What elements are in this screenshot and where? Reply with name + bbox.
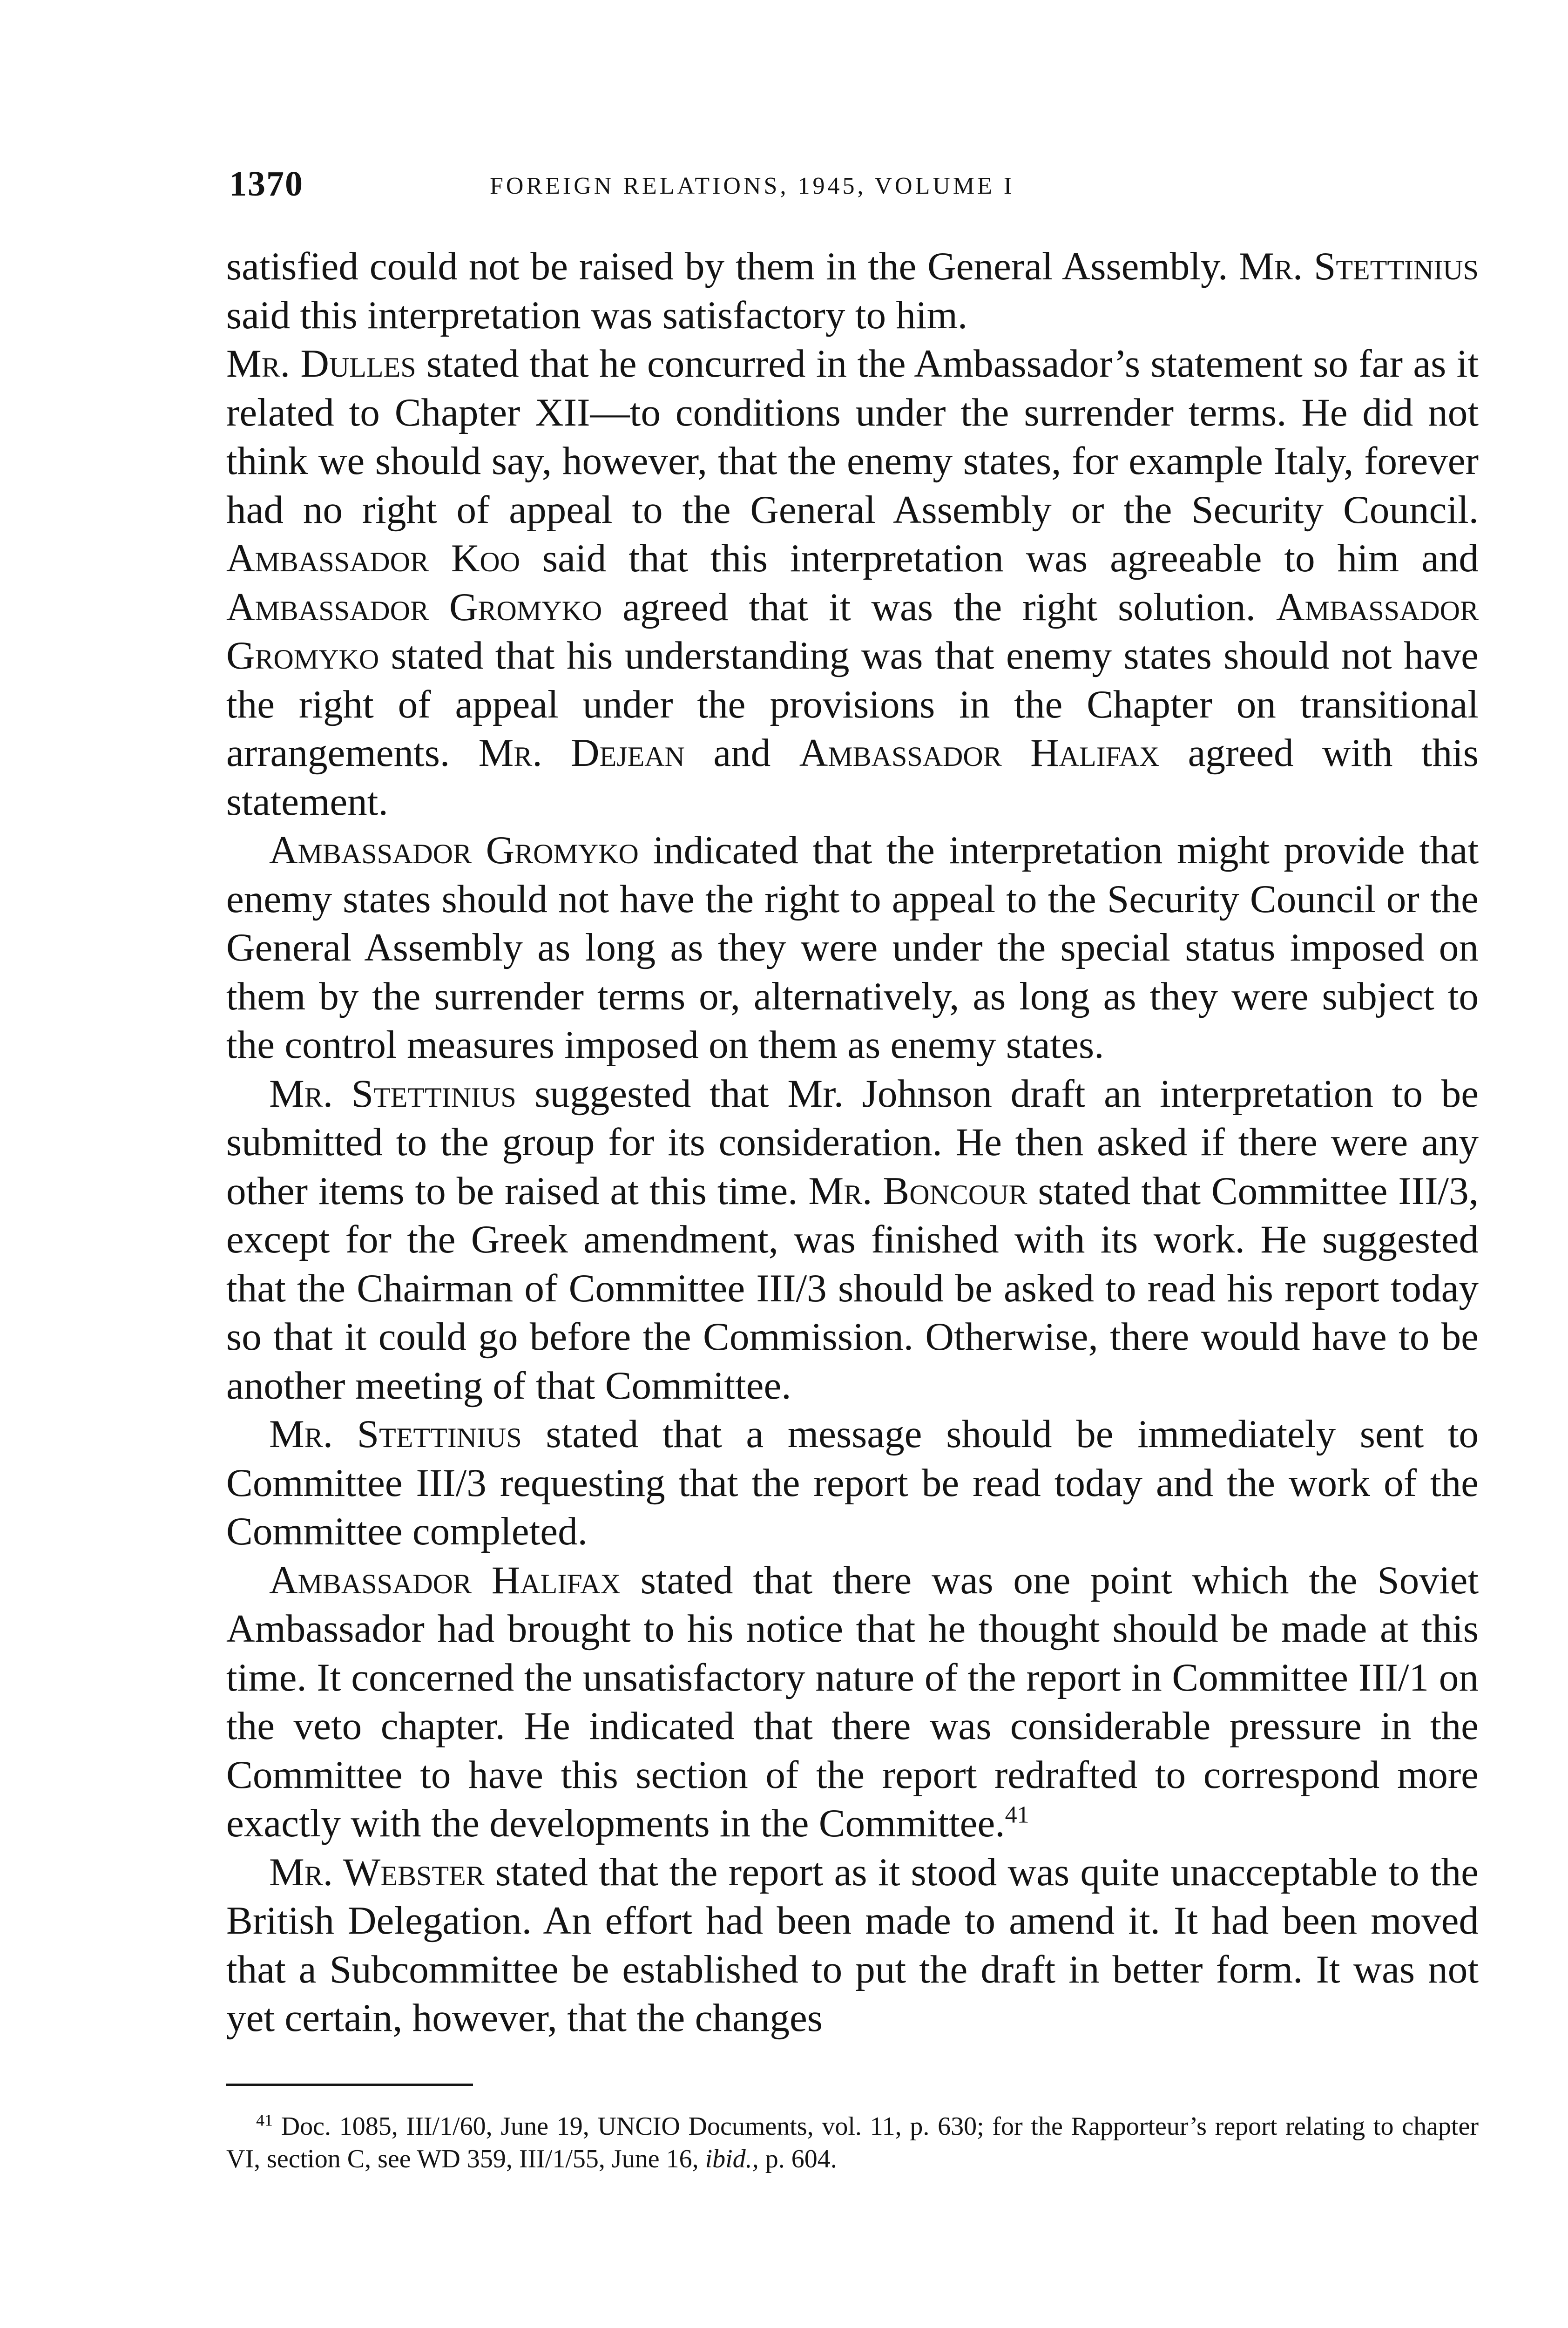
body-text [226,242,1479,2043]
paragraph [226,242,1479,339]
paragraph [226,1848,1479,2043]
text-run: and [684,731,799,775]
footnote-text-italic: ibid. [705,2145,752,2173]
footnote-number: 41 [256,2111,273,2130]
footnote-text: Doc. 1085, III/1/60, June 19, UNCIO Documents, vol. 11, p. 630; for the Rapporteur’s report relating to chapter VI, section C, see WD 359, III/1/55, June 16, [226,2112,1479,2173]
text-run: agreed that it was the right solution. [602,585,1277,629]
speaker-name: Mr. Stettinius [1239,244,1479,288]
speaker-name: Ambassador Koo [226,536,520,580]
text-run: suggested that Mr. Johnson draft an interpretation to be submitted to the group for its consideration. He then asked if there were any other items to be raised at this time. [226,1071,1479,1213]
speaker-name: Ambassador Gromyko [226,585,602,629]
text-run: indicated that the interpretation might provide that enemy states should not have the right to appeal to the Security Council or the General Assembly as long as they were under the special status imposed on them by the surrender terms or, alternatively, as long as they were subject to the control measures imposed on them as enemy states. [226,828,1479,1067]
speaker-name: Mr. Stettinius [269,1412,522,1456]
text-run: stated that he concurred in the Ambassador’s statement so far as it related to Chapter XII—to conditions under the surrender terms. He did not think we should say, however, that the enemy states, for example Italy, forever had no right of appeal to the General Assembly or the Security Council. [226,342,1479,532]
text-run: stated that the report as it stood was quite unacceptable to the British Delegation. An effort had been made to amend it. It had been moved that a Subcommittee be established to put the draft in better form. It was not yet certain, however, that the changes [226,1850,1479,2040]
speaker-name: Ambassador Gromyko [226,585,1479,677]
page-header [229,164,1342,215]
text-run: agreed with this statement. [226,731,1479,824]
paragraph [226,1410,1479,1556]
paragraph [226,1069,1479,1410]
paragraph [226,339,1479,826]
footnote-divider [226,2084,473,2086]
text-run: stated that Committee III/3, except for the Greek amendment, was finished with its work. He suggested that the Chairman of Committee III/3 should be asked to read his report today so that it could go before the Commission. Otherwise, there would have to be another meeting of that Committee. [226,1169,1479,1408]
speaker-name: Mr. Stettinius [269,1071,516,1116]
paragraph [226,826,1479,1069]
text-run: stated that a message should be immediately sent to Committee III/3 requesting that the report be read today and the work of the Committee completed. [226,1412,1479,1553]
speaker-name: Mr. Boncour [808,1169,1027,1213]
speaker-name: Mr. Dulles [226,342,416,386]
speaker-name: Mr. Dejean [478,731,685,775]
text-run: said that this interpretation was agreeable to him and [520,536,1479,580]
footnote [226,2110,1479,2175]
text-run: said this interpretation was satisfactory to him. [226,293,968,337]
text-run: satisfied could not be raised by them in the General Assembly. [226,244,1239,288]
speaker-name: Ambassador Halifax [269,1558,621,1602]
page-number: 1370 [229,164,304,203]
text-run: stated that there was one point which the Soviet Ambassador had brought to his notice that he thought should be made at this time. It concerned the unsatisfactory nature of the report in Committee III/1 on the veto chapter. He indicated that there was considerable pressure in the Committee to have this section of the report redrafted to correspond more exactly with the developments in the Committee. [226,1558,1479,1845]
footnote-reference[interactable]: 41 [1005,1801,1029,1828]
text-run: stated that his understanding was that enemy states should not have the right of appeal under the provisions in the Chapter on transitional arrangements. [226,634,1479,775]
speaker-name: Mr. Webster [269,1850,485,1894]
speaker-name: Ambassador Gromyko [269,828,639,872]
footnote-text: , p. 604. [752,2145,837,2173]
speaker-name: Ambassador Halifax [799,731,1160,775]
paragraph [226,1556,1479,1848]
running-head: FOREIGN RELATIONS, 1945, VOLUME I [490,173,1015,199]
